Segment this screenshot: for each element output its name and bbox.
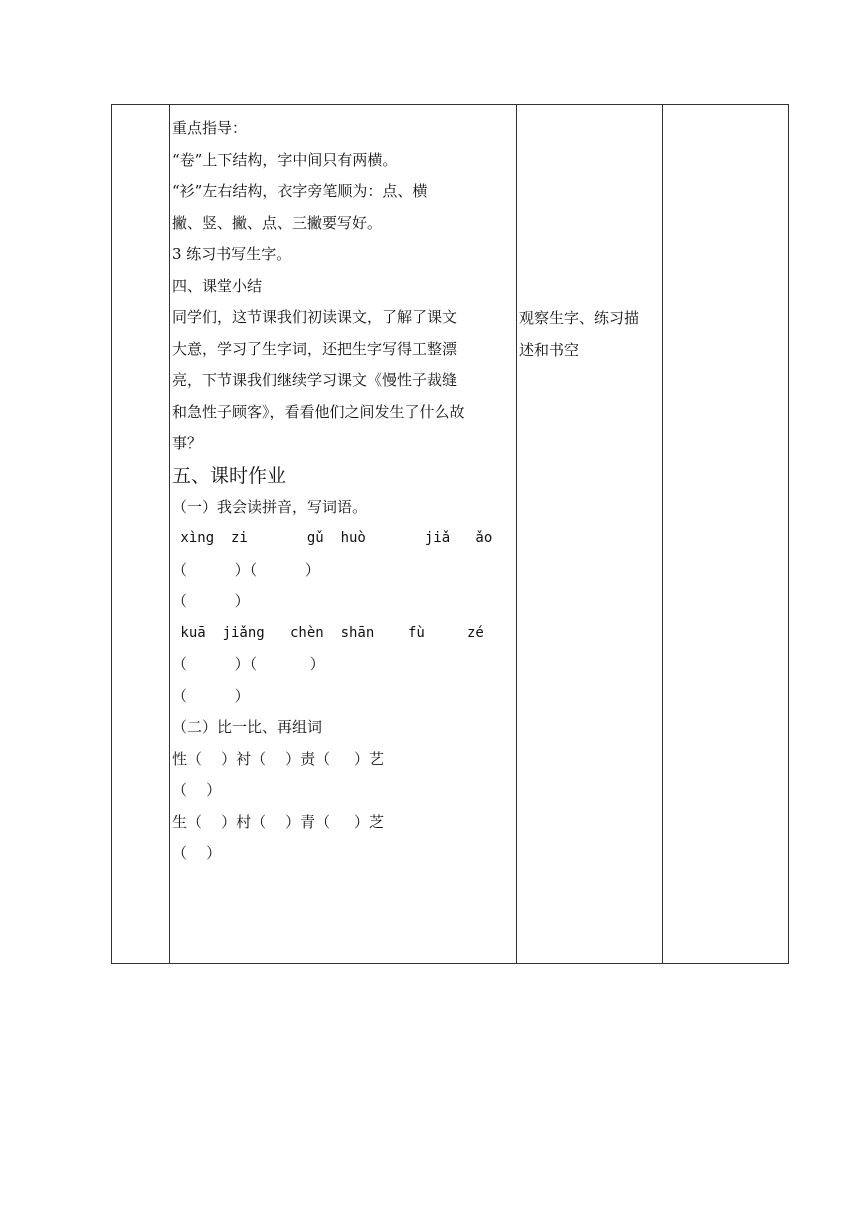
text-line: 大意，学习了生字词，还把生字写得工整漂: [172, 339, 458, 358]
compare-line: 性（ ）衬（ ）责（ ）艺: [172, 749, 384, 768]
pinyin-line: kuā jiǎng chèn shān fù zé: [172, 624, 484, 641]
text-line: （一）我会读拼音，写词语。: [172, 497, 368, 516]
text-line: 撇、竖、撇、点、三撇要写好。: [172, 213, 383, 232]
text-line: “衫”左右结构，衣字旁笔顺为：点、横: [172, 182, 428, 200]
lesson-table: [111, 104, 789, 964]
pinyin-line: xìng zi gǔ huò jiǎ ǎo: [172, 530, 493, 546]
activity-text: [519, 303, 664, 366]
text-line: “卷”上下结构，字中间只有两横。: [172, 150, 398, 169]
answer-blank-line: （ ）: [172, 844, 222, 862]
text-line: 四、课堂小结: [172, 276, 263, 295]
answer-blank-line: （ ）: [172, 592, 250, 610]
answer-blank-line: （ ）（ ）: [172, 655, 325, 673]
text-line: 观察生字、练习描: [519, 309, 640, 327]
text-line: 重点指导：: [172, 119, 248, 137]
student-activity-cell: [517, 105, 662, 963]
text-line: 和急性子顾客》，看看他们之间发生了什么故: [172, 402, 465, 421]
section-heading: 五、课时作业: [172, 464, 287, 487]
text-line: 事？: [172, 434, 203, 452]
answer-blank-line: （ ）: [172, 781, 222, 799]
text-line: 同学们，这节课我们初读课文，了解了课文: [172, 308, 458, 326]
text-line: 亮，下节课我们继续学习课文《慢性子裁缝: [172, 371, 458, 389]
column-divider: [662, 105, 663, 963]
answer-blank-line: （ ）: [172, 686, 250, 705]
compare-line: 生（ ）村（ ）青（ ）芝: [172, 812, 384, 831]
lesson-content-cell: [170, 105, 516, 963]
text-line: 3 练习书写生字。: [172, 245, 292, 263]
answer-blank-line: （ ）（ ）: [172, 560, 320, 579]
text-line: 述和书空: [519, 340, 580, 359]
text-line: （二）比一比、再组词: [172, 718, 323, 736]
